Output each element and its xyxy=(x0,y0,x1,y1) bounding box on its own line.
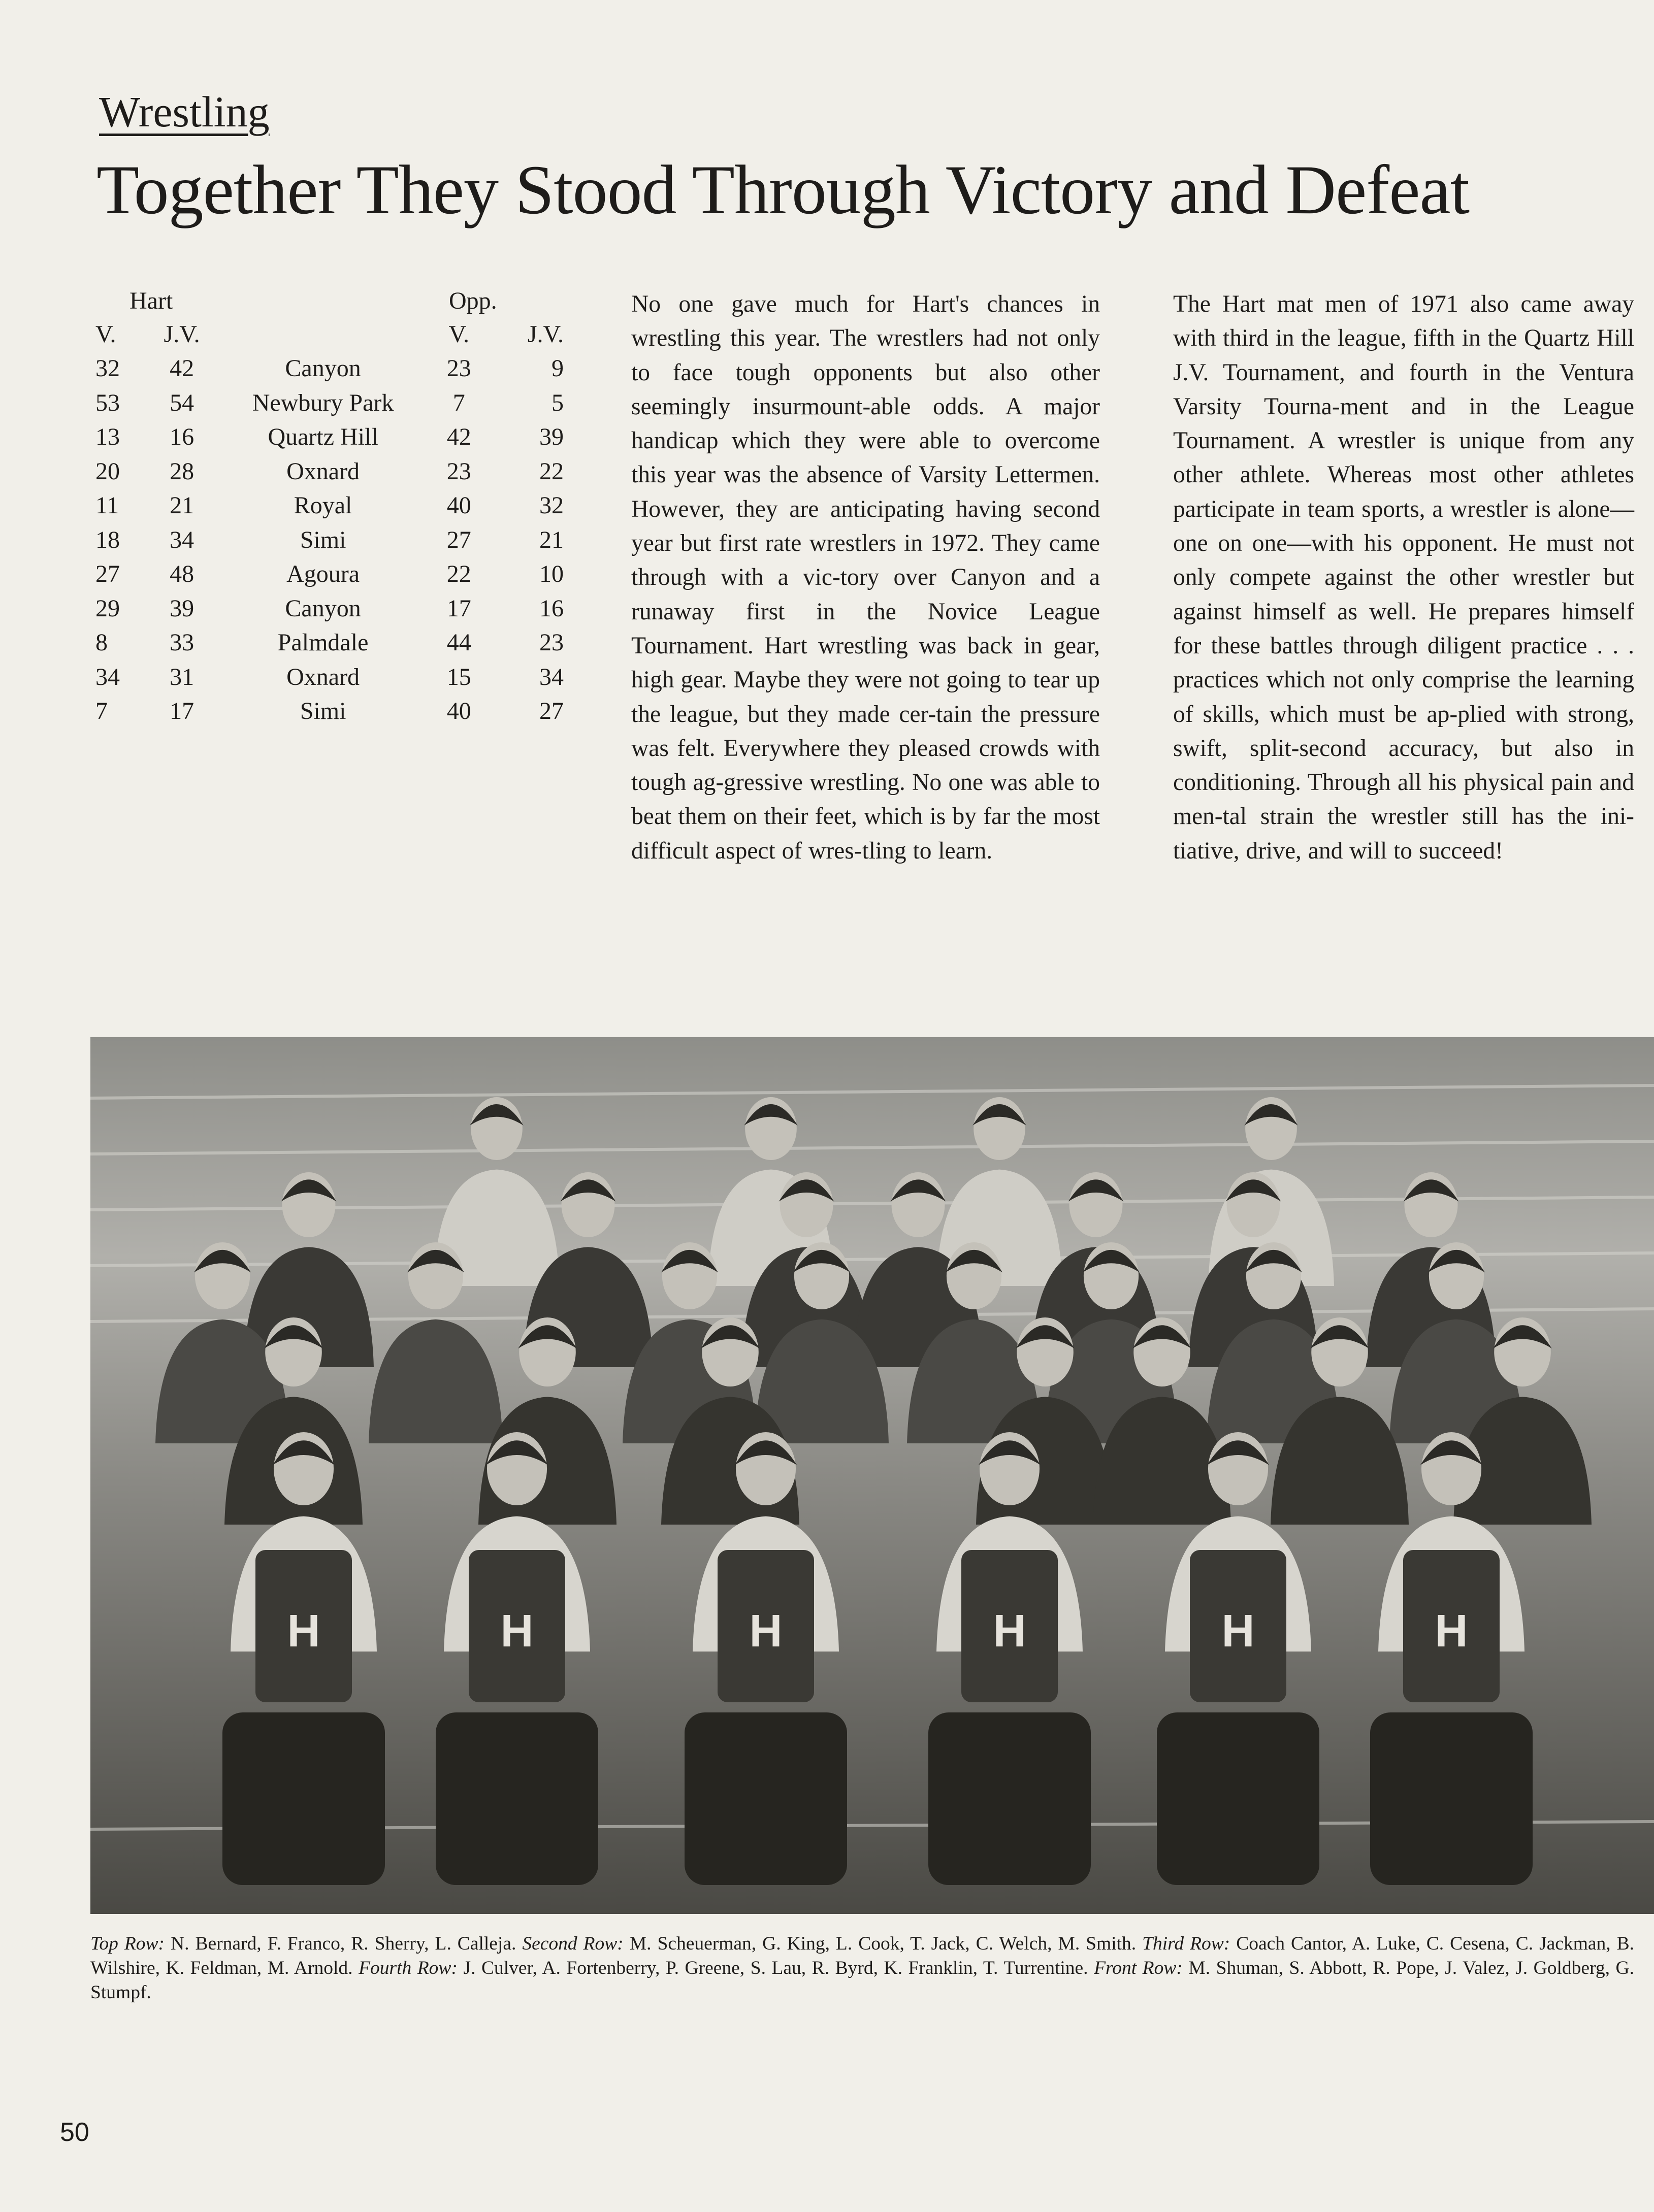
hart-jv-score: 28 xyxy=(170,457,194,485)
caption-fourth-row-label: Fourth Row: xyxy=(359,1958,458,1978)
article-column-2: The Hart mat men of 1971 also came away with third in the league, fifth in the Quartz Hill J.V. Tournament, and fourth in the Ventura Varsity Tourna-ment and in the League Tournament. A wrestler is unique from any other athlete. Whereas most other athletes participate in team sports, a wrestler is alone—one on one—with his opponent. He must not only compete against the other wrestler but against himself as well. He prepares himself for these battles through diligent practice . . . practices which not only comprise the learning of skills, which must be ap-plied with strong, swift, split-second accuracy, but also in conditioning. Through all his physical pain and men-tal strain the wrestler still has the ini-tiative, drive, and will to succeed! xyxy=(1173,291,1634,864)
schedule-row xyxy=(91,557,569,591)
schedule-row xyxy=(91,488,569,523)
hart-varsity-score: 7 xyxy=(95,698,108,724)
schedule-level-header xyxy=(91,318,569,351)
opp-jv-score: 21 xyxy=(539,526,564,553)
jersey-letter: H xyxy=(749,1606,783,1657)
schedule-row xyxy=(91,625,569,660)
caption-front-row-names: M. Shuman, S. Abbott, R. Pope, J. Valez, J. Goldberg, G. Stumpf. xyxy=(90,1958,1635,2003)
hart-varsity-score: 18 xyxy=(95,526,120,553)
jersey-letter: H xyxy=(287,1606,320,1657)
photo-caption xyxy=(90,1932,1634,2005)
opp-jv-score: 23 xyxy=(539,629,564,656)
opponent-name: Palmdale xyxy=(277,629,369,656)
opp-varsity-score: 42 xyxy=(446,423,471,450)
hart-varsity-score: 34 xyxy=(95,663,120,690)
hart-jv-score: 16 xyxy=(170,423,194,450)
hart-varsity-label: V. xyxy=(95,321,116,348)
opponent-name: Canyon xyxy=(285,355,361,382)
opp-varsity-label: V. xyxy=(448,321,469,348)
caption-second-row-names: M. Scheuerman, G. King, L. Cook, T. Jack, C. Welch, M. Smith. xyxy=(629,1933,1137,1954)
schedule-row xyxy=(91,454,569,489)
hart-jv-score: 33 xyxy=(170,629,194,656)
season-schedule-table xyxy=(91,284,569,729)
jersey-letter: H xyxy=(1221,1606,1255,1657)
page-headline: Together They Stood Through Victory and Defeat xyxy=(96,151,1470,228)
caption-fourth-row-names: J. Culver, A. Fortenberry, P. Greene, S. Lau, R. Byrd, K. Franklin, T. Turrentine. xyxy=(463,1958,1088,1978)
team-photograph xyxy=(90,1037,1654,1914)
opp-jv-score: 34 xyxy=(539,663,564,690)
hart-varsity-score: 32 xyxy=(95,355,120,382)
hart-jv-score: 17 xyxy=(170,698,194,724)
hart-varsity-score: 11 xyxy=(95,492,119,519)
hart-jv-score: 48 xyxy=(170,560,194,587)
page-number: 50 xyxy=(60,2118,89,2147)
hart-jv-score: 54 xyxy=(170,389,194,416)
opponent-name: Royal xyxy=(294,492,352,519)
schedule-row xyxy=(91,523,569,557)
hart-jv-score: 34 xyxy=(170,526,194,553)
opp-varsity-score: 40 xyxy=(446,492,471,519)
jersey-letter: H xyxy=(1435,1606,1468,1657)
opp-jv-score: 39 xyxy=(539,423,564,450)
opp-jv-score: 16 xyxy=(539,595,564,622)
schedule-team-header xyxy=(91,284,569,318)
hart-varsity-score: 20 xyxy=(95,457,120,485)
hart-jv-score: 42 xyxy=(170,355,194,382)
schedule-row xyxy=(91,351,569,386)
hart-varsity-score: 53 xyxy=(95,389,120,416)
hart-jv-score: 31 xyxy=(170,663,194,690)
hart-jv-score: 39 xyxy=(170,595,194,622)
opponent-name: Simi xyxy=(300,698,346,724)
opp-jv-score: 27 xyxy=(539,698,564,724)
hart-column-label: Hart xyxy=(129,287,173,314)
opp-varsity-score: 17 xyxy=(446,595,471,622)
opp-varsity-score: 44 xyxy=(446,629,471,656)
jersey-letter: H xyxy=(500,1606,534,1657)
schedule-row xyxy=(91,694,569,729)
opp-varsity-score: 22 xyxy=(446,560,471,587)
opp-jv-score: 5 xyxy=(552,389,564,416)
hart-varsity-score: 13 xyxy=(95,423,120,450)
opp-varsity-score: 23 xyxy=(446,457,471,485)
article-column-1: No one gave much for Hart's chances in wrestling this year. The wrestlers had not only to face tough opponents but also other seemingly insurmount-able odds. A major handicap which they were able to overcome this year was the absence of Varsity Lettermen. However, they are anticipating having second year but first rate wrestlers in 1972. They came through with a vic-tory over Canyon and a runaway first in the Novice League Tournament. Hart wrestling was back in gear, high gear. Maybe they were not going to tear up the league, but they made cer-tain the pressure was felt. Everywhere they pleased crowds with tough ag-gressive wrestling. No one was able to beat them on their feet, which is by far the most difficult aspect of wres-tling to learn. xyxy=(631,291,1100,864)
schedule-row xyxy=(91,660,569,695)
opp-jv-score: 22 xyxy=(539,457,564,485)
caption-front-row-label: Front Row: xyxy=(1094,1958,1183,1978)
section-label: Wrestling xyxy=(99,87,270,136)
hart-jv-label: J.V. xyxy=(164,321,200,348)
opp-jv-label: J.V. xyxy=(527,321,564,348)
wrestler-legs xyxy=(685,1712,847,1885)
opponent-name: Agoura xyxy=(286,560,360,587)
wrestler-legs xyxy=(928,1712,1091,1885)
wrestler-legs xyxy=(222,1712,385,1885)
hart-varsity-score: 8 xyxy=(95,629,108,656)
schedule-row xyxy=(91,420,569,454)
caption-third-row-names: Coach Cantor, A. Luke, C. Cesena, C. Jackman, B. Wilshire, K. Feldman, M. Arnold. xyxy=(90,1933,1635,1978)
opponent-name: Canyon xyxy=(285,595,361,622)
opp-varsity-score: 23 xyxy=(446,355,471,382)
schedule-row xyxy=(91,591,569,626)
opponent-name: Quartz Hill xyxy=(268,423,378,450)
opp-jv-score: 32 xyxy=(539,492,564,519)
opponent-name: Simi xyxy=(300,526,346,553)
opp-varsity-score: 27 xyxy=(446,526,471,553)
caption-top-row-label: Top Row: xyxy=(90,1933,165,1954)
wrestler-legs xyxy=(436,1712,598,1885)
wrestler-legs xyxy=(1370,1712,1533,1885)
caption-third-row-label: Third Row: xyxy=(1142,1933,1230,1954)
opp-varsity-score: 15 xyxy=(446,663,471,690)
caption-top-row-names: N. Bernard, F. Franco, R. Sherry, L. Calleja. xyxy=(171,1933,516,1954)
opponent-name: Oxnard xyxy=(286,663,360,690)
opp-jv-score: 9 xyxy=(552,355,564,382)
hart-jv-score: 21 xyxy=(170,492,194,519)
schedule-row xyxy=(91,386,569,420)
hart-varsity-score: 27 xyxy=(95,560,120,587)
opponent-name: Oxnard xyxy=(286,457,360,485)
opponent-name: Newbury Park xyxy=(252,389,394,416)
opp-jv-score: 10 xyxy=(539,560,564,587)
opponent-column-label: Opp. xyxy=(448,287,497,314)
hart-varsity-score: 29 xyxy=(95,595,120,622)
opp-varsity-score: 40 xyxy=(446,698,471,724)
jersey-letter: H xyxy=(993,1606,1026,1657)
caption-second-row-label: Second Row: xyxy=(522,1933,624,1954)
opp-varsity-score: 7 xyxy=(452,389,465,416)
wrestler-legs xyxy=(1157,1712,1319,1885)
